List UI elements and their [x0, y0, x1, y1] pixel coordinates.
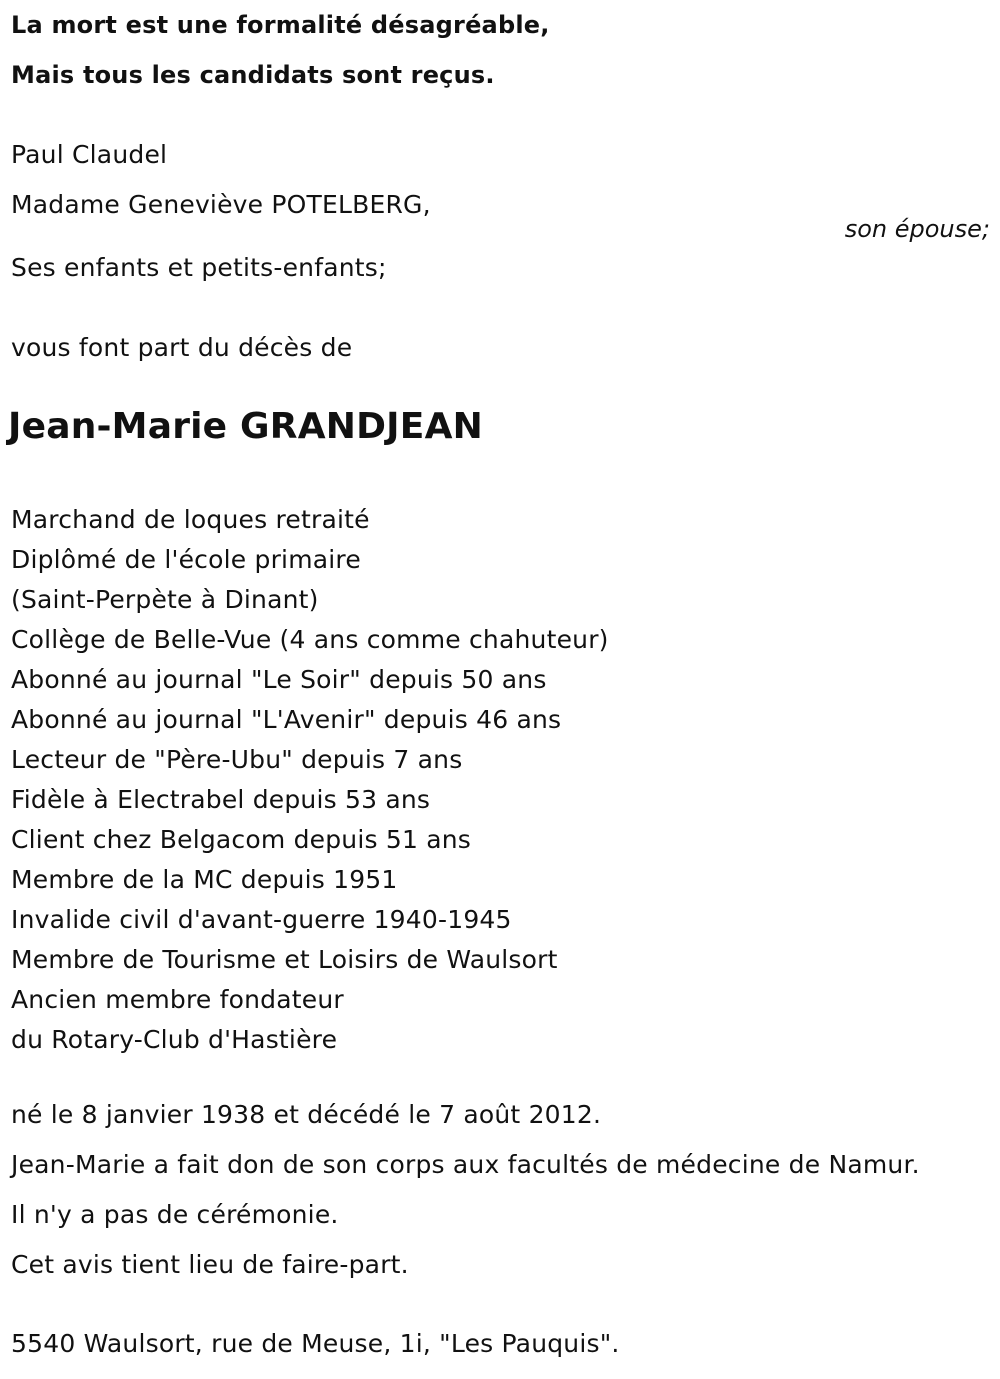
career-item: Membre de Tourisme et Loisirs de Waulsort: [11, 945, 558, 974]
career-item: Diplômé de l'école primaire: [11, 545, 361, 574]
epigraph-author: Paul Claudel: [11, 140, 168, 169]
notice-line: Cet avis tient lieu de faire-part.: [11, 1250, 409, 1279]
career-item: Ancien membre fondateur: [11, 985, 344, 1014]
career-item: Invalide civil d'avant-guerre 1940-1945: [11, 905, 512, 934]
spouse-name: Madame Geneviève POTELBERG,: [11, 190, 431, 219]
spouse-role: son épouse;: [844, 215, 990, 243]
children-line: Ses enfants et petits-enfants;: [11, 253, 387, 282]
career-item: du Rotary-Club d'Hastière: [11, 1025, 338, 1054]
epigraph-line-2: Mais tous les candidats sont reçus.: [11, 61, 495, 89]
birth-death-dates: né le 8 janvier 1938 et décédé le 7 août 2012.: [11, 1100, 602, 1129]
career-item: Abonné au journal "L'Avenir" depuis 46 ans: [11, 705, 562, 734]
career-item: Collège de Belle-Vue (4 ans comme chahuteur): [11, 625, 609, 654]
career-item: Membre de la MC depuis 1951: [11, 865, 398, 894]
career-item: Abonné au journal "Le Soir" depuis 50 ans: [11, 665, 547, 694]
deceased-name: Jean-Marie GRANDJEAN: [8, 406, 483, 447]
epigraph-line-1: La mort est une formalité désagréable,: [11, 11, 550, 39]
career-list: [11, 500, 609, 1060]
address-line: 5540 Waulsort, rue de Meuse, 1i, "Les Pauquis".: [11, 1329, 620, 1358]
announcement-line: vous font part du décès de: [11, 333, 353, 362]
ceremony-line: Il n'y a pas de cérémonie.: [11, 1200, 339, 1229]
career-item: Lecteur de "Père-Ubu" depuis 7 ans: [11, 745, 463, 774]
career-item: (Saint-Perpète à Dinant): [11, 585, 319, 614]
career-item: Marchand de loques retraité: [11, 505, 370, 534]
donation-line: Jean-Marie a fait don de son corps aux facultés de médecine de Namur.: [11, 1150, 920, 1179]
career-item: Fidèle à Electrabel depuis 53 ans: [11, 785, 431, 814]
career-item: Client chez Belgacom depuis 51 ans: [11, 825, 471, 854]
